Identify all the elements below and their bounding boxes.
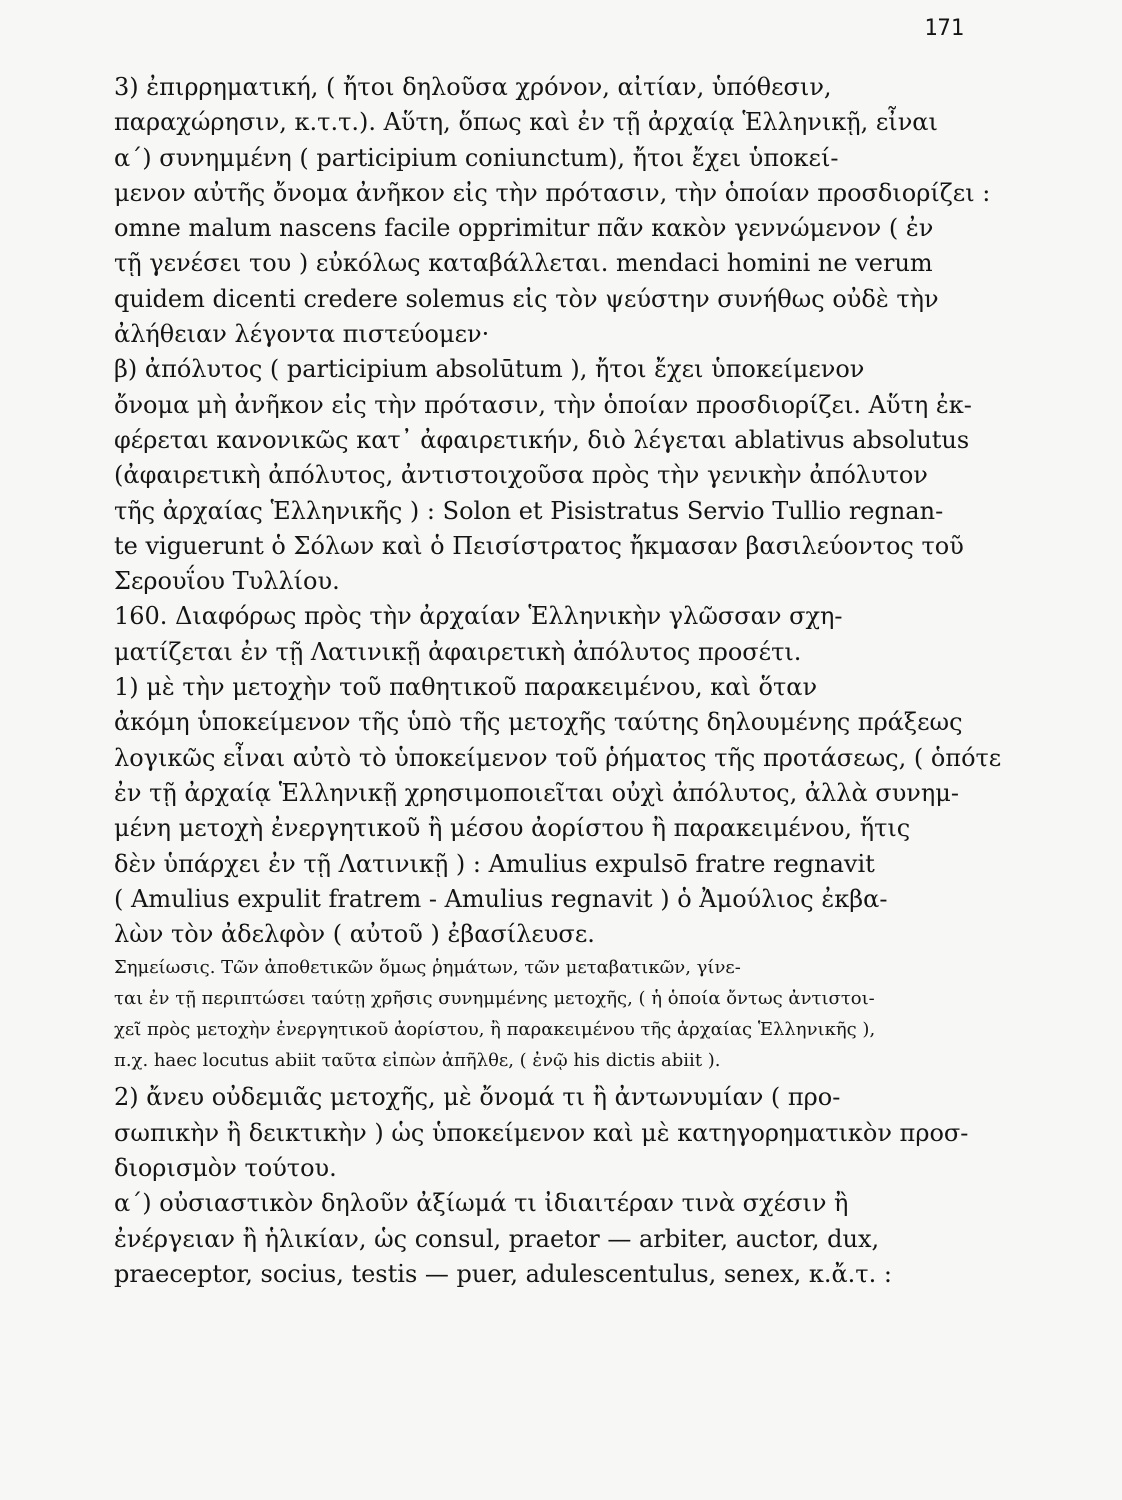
text-line: ἐν τῇ ἀρχαίᾳ Ἑλληνικῇ χρησιμοποιεῖται οὐχὶ ἀπόλυτος, ἀλλὰ συνημ-: [114, 778, 959, 807]
text-line: 2) ἄνευ οὐδεμιᾶς μετοχῆς, μὲ ὄνομά τι ἢ ἀντωνυμίαν ( προ-: [114, 1083, 841, 1112]
text-line: λὼν τὸν ἀδελφὸν ( αὐτοῦ ) ἐβασίλευσε.: [114, 920, 595, 949]
paragraph-160: [62, 599, 982, 670]
text-line: ματίζεται ἐν τῇ Λατινικῇ ἀφαιρετικὴ ἀπόλυτος προσέτι.: [114, 637, 802, 666]
text-line: Σερουΐου Τυλλίου.: [114, 567, 340, 596]
note-line: Σημείωσις. Τῶν ἀποθετικῶν ὅμως ῥημάτων, τῶν μεταβατικῶν, γίνε-: [114, 957, 741, 979]
text-line: 3) ἐπιρρηματική, ( ἤτοι δηλοῦσα χρόνον, αἰτίαν, ὑπόθεσιν,: [114, 73, 832, 101]
note-line: π.χ. haec locutus abiit ταῦτα εἰπὼν ἀπῆλθε, ( ἐνῷ his dictis abiit ).: [114, 1050, 721, 1072]
text-line: quidem dicenti credere solemus εἰς τὸν ψεύστην συνήθως οὐδὲ τὴν: [114, 284, 939, 313]
text-line: λογικῶς εἶναι αὐτὸ τὸ ὑποκείμενον τοῦ ῥήματος τῆς προτάσεως, ( ὁπότε: [114, 743, 1002, 772]
text-line: ἐνέργειαν ἢ ἡλικίαν, ὡς consul, praetor — arbiter, auctor, dux,: [114, 1224, 880, 1253]
text-line: ἀλήθειαν λέγοντα πιστεύομεν·: [114, 320, 490, 349]
note-line: χεῖ πρὸς μετοχὴν ἐνεργητικοῦ ἀορίστου, ἢ παρακειμένου τῆς ἀρχαίας Ἑλληνικῆς ),: [114, 1019, 876, 1041]
paragraph-epirrematike: [62, 70, 991, 352]
page-body: [62, 70, 1002, 1292]
text-line: te viguerunt ὁ Σόλων καὶ ὁ Πεισίστρατος ἤκμασαν βασιλεύοντος τοῦ: [114, 531, 964, 560]
note-paragraph: [62, 952, 982, 1076]
text-line: μένη μετοχὴ ἐνεργητικοῦ ἢ μέσου ἀορίστου ἢ παρακειμένου, ἥτις: [114, 814, 911, 843]
text-line: τῆς ἀρχαίας Ἑλληνικῆς ) : Solon et Pisistratus Servio Tullio regnan-: [114, 496, 944, 525]
text-line: ( Amulius expulit fratrem - Amulius regnavit ) ὁ Ἀμούλιος ἐκβα-: [114, 884, 888, 913]
text-line: praeceptor, socius, testis — puer, adulescentulus, senex, κ.ἄ.τ. :: [114, 1259, 892, 1288]
text-line: 1) μὲ τὴν μετοχὴν τοῦ παθητικοῦ παρακειμένου, καὶ ὅταν: [114, 673, 818, 702]
text-line: α΄) συνημμένη ( participium coniunctum), ἤτοι ἔχει ὑποκεί-: [114, 143, 839, 172]
page-number: 171: [924, 16, 964, 41]
text-line: σωπικὴν ἢ δεικτικὴν ) ὡς ὑποκείμενον καὶ μὲ κατηγορηματικὸν προσ-: [114, 1118, 969, 1147]
text-line: (ἀφαιρετικὴ ἀπόλυτος, ἀντιστοιχοῦσα πρὸς τὴν γενικὴν ἀπόλυτον: [114, 461, 928, 490]
paragraph-noun: [62, 1186, 982, 1292]
text-line: παραχώρησιν, κ.τ.τ.). Αὕτη, ὅπως καὶ ἐν τῇ ἀρχαίᾳ Ἑλληνικῇ, εἶναι: [114, 108, 938, 137]
text-line: ὄνομα μὴ ἀνῆκον εἰς τὴν πρότασιν, τὴν ὁποίαν προσδιορίζει. Αὕτη ἐκ-: [114, 390, 972, 419]
text-line: διορισμὸν τούτου.: [114, 1154, 337, 1183]
text-line: δὲν ὑπάρχει ἐν τῇ Λατινικῇ ) : Amulius expulsō fratre regnavit: [114, 849, 875, 878]
text-line: omne malum nascens facile opprimitur πᾶν κακὸν γεννώμενον ( ἐν: [114, 214, 934, 243]
text-line: 160. Διαφόρως πρὸς τὴν ἀρχαίαν Ἑλληνικὴν γλῶσσαν σχη-: [114, 602, 843, 631]
paragraph-participle-perfect: [62, 670, 1002, 952]
text-line: τῇ γενέσει του ) εὐκόλως καταβάλλεται. mendaci homini ne verum: [114, 249, 933, 278]
text-line: β) ἀπόλυτος ( participium absolūtum ), ἤτοι ἔχει ὑποκείμενον: [114, 355, 865, 384]
text-line: ἀκόμη ὑποκείμενον τῆς ὑπὸ τῆς μετοχῆς ταύτης δηλουμένης πράξεως: [114, 708, 963, 737]
text-line: μενον αὐτῆς ὄνομα ἀνῆκον εἰς τὴν πρότασιν, τὴν ὁποίαν προσδιορίζει :: [114, 178, 991, 207]
paragraph-apolytos: [62, 352, 982, 599]
text-line: φέρεται κανονικῶς κατ᾽ ἀφαιρετικήν, διὸ λέγεται ablativus absolutus: [114, 425, 970, 454]
note-line: ται ἐν τῇ περιπτώσει ταύτῃ χρῆσις συνημμένης μετοχῆς, ( ἡ ὁποία ὄντως ἀντιστοι-: [114, 988, 875, 1010]
paragraph-without-participle: [62, 1080, 982, 1186]
text-line: α΄) οὐσιαστικὸν δηλοῦν ἀξίωμά τι ἰδιαιτέραν τινὰ σχέσιν ἢ: [114, 1189, 849, 1218]
